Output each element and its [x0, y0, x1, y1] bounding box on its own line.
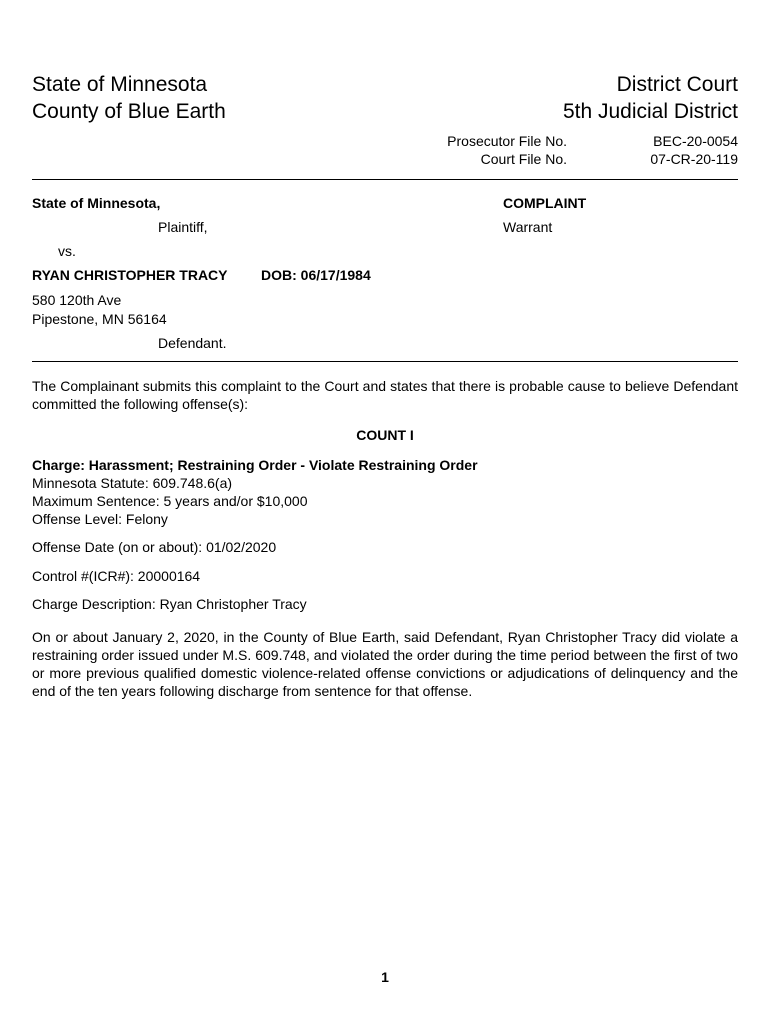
document-type: COMPLAINT	[503, 195, 587, 211]
document-subtype: Warrant	[503, 219, 553, 235]
statute-line: Minnesota Statute: 609.748.6(a)	[32, 475, 233, 491]
plaintiff-name: State of Minnesota,	[32, 195, 161, 211]
state-name: State of Minnesota	[32, 73, 208, 96]
max-sentence-line: Maximum Sentence: 5 years and/or $10,000	[32, 493, 308, 509]
charge-line: Charge: Harassment; Restraining Order - Violate Restraining Order	[32, 457, 478, 473]
judicial-district: 5th Judicial District	[562, 100, 738, 123]
court-name: District Court	[616, 73, 738, 96]
charge-description-line: Charge Description: Ryan Christopher Tracy	[32, 596, 307, 612]
defendant-name: RYAN CHRISTOPHER TRACY	[32, 267, 228, 283]
defendant-address-line2: Pipestone, MN 56164	[32, 311, 167, 327]
offense-date-line: Offense Date (on or about): 01/02/2020	[32, 539, 277, 555]
prosecutor-file-number: BEC-20-0054	[653, 133, 738, 149]
county-name: County of Blue Earth	[32, 100, 226, 123]
defendant-dob: DOB: 06/17/1984	[261, 267, 371, 283]
defendant-role: Defendant.	[158, 335, 227, 351]
plaintiff-role: Plaintiff,	[158, 219, 208, 235]
narrative-paragraph: On or about January 2, 2020, in the County of Blue Earth, said Defendant, Ryan Christopher Tracy did violate a restraining order issued under M.S. 609.748, and violated the order during the time period between the first of two or more previous qualified domestic violence-related offense convictions or adjudications of delinquency and the end of the ten years following discharge from sentence for that offense.	[32, 629, 738, 699]
top-divider	[32, 179, 738, 180]
versus-label: vs.	[58, 243, 76, 259]
caption-divider	[32, 361, 738, 362]
intro-paragraph: The Complainant submits this complaint to the Court and states that there is probable cause to believe Defendant committed the following offense(s):	[32, 378, 738, 412]
court-file-number: 07-CR-20-119	[650, 151, 738, 167]
count-heading: COUNT I	[356, 427, 414, 443]
control-number-line: Control #(ICR#): 20000164	[32, 568, 201, 584]
defendant-address-line1: 580 120th Ave	[32, 292, 122, 308]
offense-level-line: Offense Level: Felony	[32, 511, 168, 527]
prosecutor-file-label: Prosecutor File No.	[447, 133, 567, 149]
court-file-label: Court File No.	[480, 151, 567, 167]
page-number: 1	[381, 969, 389, 985]
